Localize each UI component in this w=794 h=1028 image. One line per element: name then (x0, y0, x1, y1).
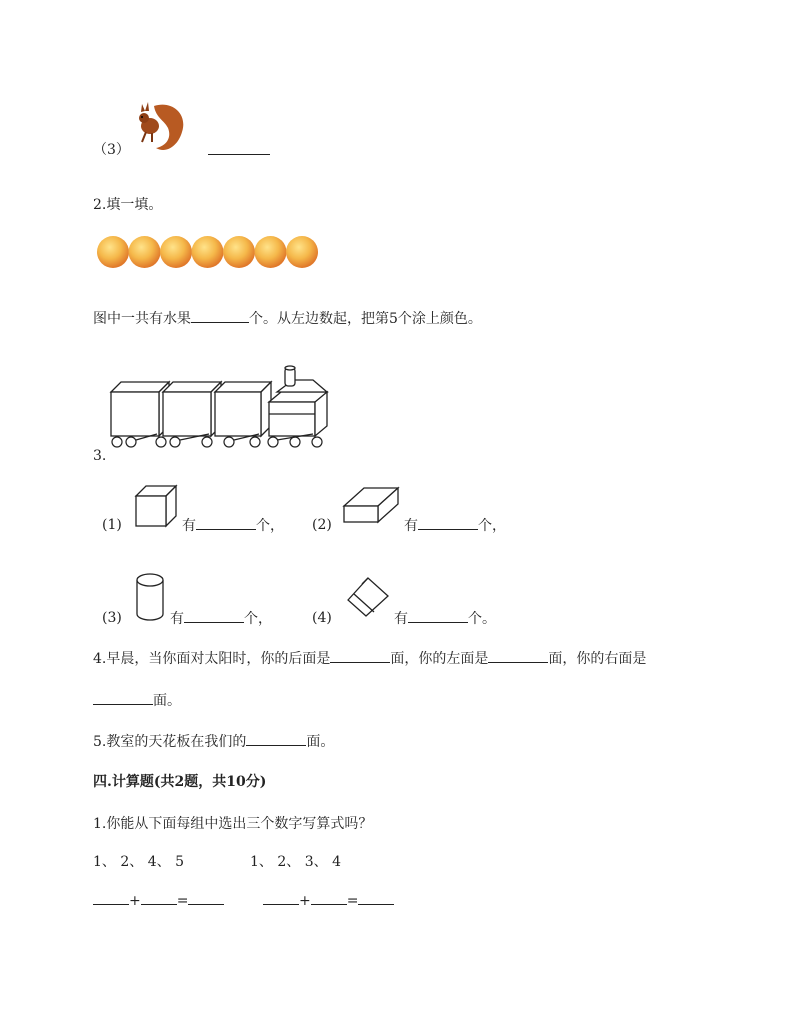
shape-2-you: 有 (404, 518, 418, 534)
eq2-blank-1[interactable] (263, 890, 299, 905)
q4-back-blank[interactable] (330, 648, 390, 663)
shape-4-sentence (394, 608, 496, 629)
part-3-label: （3） (93, 142, 130, 158)
tilted-cuboid-icon (346, 574, 392, 618)
q5-text-b: 面。 (306, 734, 335, 750)
shape-3-blank[interactable] (184, 608, 244, 623)
fruit (286, 236, 318, 268)
q4-right-blank[interactable] (93, 690, 153, 705)
fruit (255, 236, 287, 268)
q5-text-a: 5.教室的天花板在我们的 (93, 734, 247, 750)
fruit-row (96, 232, 336, 272)
shape-2-ge: 个， (478, 518, 506, 534)
q4-text-b: 面，你的左面是 (390, 651, 489, 667)
section-4-title: 四.计算题(共2题，共10分) (93, 774, 267, 790)
shape-4-label: (4) (312, 610, 332, 626)
shape-3-you: 有 (170, 611, 184, 627)
equation-2 (263, 890, 394, 911)
q4-text-a: 4.早晨，当你面对太阳时，你的后面是 (93, 651, 331, 667)
shape-1-you: 有 (182, 518, 196, 534)
eq2-blank-2[interactable] (311, 890, 347, 905)
eq1-blank-3[interactable] (188, 890, 224, 905)
q2-text-a: 图中一共有水果 (93, 311, 191, 327)
fruit (223, 236, 255, 268)
q5-blank[interactable] (246, 731, 306, 746)
q2-text-b: 个。从左边数起，把第5个涂上颜色。 (249, 311, 482, 327)
shape-4-blank[interactable] (408, 608, 468, 623)
shape-1-sentence (182, 515, 284, 536)
shape-2-label: (2) (312, 517, 332, 533)
eq1-equals: = (176, 893, 189, 909)
eq2-blank-3[interactable] (358, 890, 394, 905)
equation-1 (93, 890, 224, 911)
q4-left-blank[interactable] (488, 648, 548, 663)
cylinder-icon (134, 572, 168, 624)
q3-number: 3. (93, 448, 107, 464)
shape-1-ge: 个， (256, 518, 284, 534)
eq2-equals: = (346, 893, 359, 909)
shape-3-label: (3) (102, 610, 122, 626)
fruit (160, 236, 192, 268)
fruit (97, 236, 129, 268)
eq2-plus: + (299, 893, 311, 909)
shape-2-blank[interactable] (418, 515, 478, 530)
q5-line (93, 731, 334, 752)
q2-title: 2.填一填。 (93, 197, 163, 213)
number-group-2: 1、 2、 3、 4 (250, 854, 341, 870)
fruit (129, 236, 161, 268)
q4-text-c: 面，你的右面是 (548, 651, 647, 667)
shape-4-you: 有 (394, 611, 408, 627)
eq1-blank-1[interactable] (93, 890, 129, 905)
eq1-blank-2[interactable] (141, 890, 177, 905)
eq1-plus: + (129, 893, 141, 909)
fruit (192, 236, 224, 268)
shape-3-ge: 个， (244, 611, 272, 627)
shape-4-ge: 个。 (468, 611, 496, 627)
q4-line-1 (93, 648, 646, 669)
fruit-count-blank[interactable] (191, 308, 249, 323)
shape-2-sentence (404, 515, 506, 536)
q2-sentence (93, 308, 482, 329)
number-group-1: 1、 2、 4、 5 (93, 854, 184, 870)
shape-3-sentence (170, 608, 272, 629)
shape-1-label: (1) (102, 517, 122, 533)
q4-text-d: 面。 (153, 693, 181, 709)
calc-q1-text: 1.你能从下面每组中选出三个数字写算式吗？ (93, 816, 373, 832)
cube-icon (134, 484, 180, 528)
shape-1-blank[interactable] (196, 515, 256, 530)
squirrel-picture (132, 96, 188, 156)
part-3-answer-blank[interactable] (208, 140, 270, 155)
block-train-picture (105, 362, 335, 452)
cuboid-icon (342, 484, 400, 526)
q4-line-2 (93, 690, 181, 711)
